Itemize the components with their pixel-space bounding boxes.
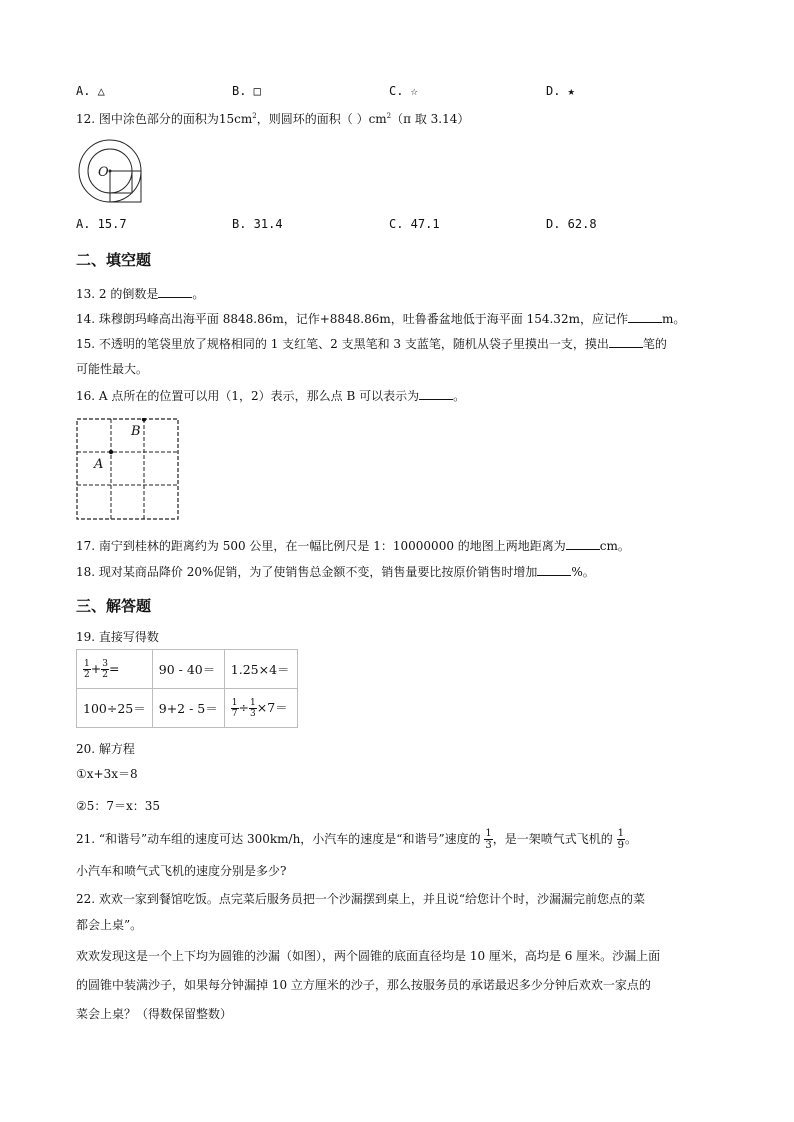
answer-blank	[566, 538, 600, 550]
coordinate-grid	[76, 418, 180, 522]
label-b: B	[131, 424, 141, 439]
calc-cell: 90 - 40＝	[152, 650, 224, 689]
answer-blank	[158, 286, 192, 298]
q20-equation-2: ②5：7＝x：35	[76, 799, 161, 813]
q13: 13. 2 的倒数是 。	[76, 287, 205, 301]
q22-line-4: 的圆锥中装满沙子，如果每分钟漏掉 10 立方厘米的沙子，那么按服务员的承诺最迟多少分钟后欢欢一家点的	[76, 978, 651, 992]
q14: 14. 珠穆朗玛峰高出海平面 8848.86m，记作+8848.86m，吐鲁番盆地低于海平面 154.32m，应记作 m。	[76, 312, 686, 326]
point-a	[109, 450, 113, 454]
q20-title: 20. 解方程	[76, 742, 135, 756]
q22-line-3: 欢欢发现这是一个上下均为圆锥的沙漏（如图），两个圆锥的底面直径均是 10 厘米，高均是 6 厘米。沙漏上面	[76, 949, 661, 963]
q12-option-d: D. 62.8	[546, 217, 597, 231]
q11-option-a: A. △	[76, 84, 105, 98]
q15-line-1: 15. 不透明的笔袋里放了规格相同的 1 支红笔、2 支黑笔和 3 支蓝笔，随机从袋子里摸出一支，摸出 笔的	[76, 337, 667, 351]
q17: 17. 南宁到桂林的距离约为 500 公里，在一幅比例尺是 1：10000000 的地图上两地距离为 cm。	[76, 539, 630, 553]
answer-blank	[609, 336, 643, 348]
mental-math-table	[76, 649, 298, 728]
answer-blank	[628, 311, 662, 323]
answer-blank	[419, 388, 453, 400]
calc-cell: $\frac{1}{7}$ ÷ $\frac{1}{3}$ ×7＝	[224, 689, 297, 728]
center-label-o: O	[98, 165, 109, 180]
q12-option-a: A. 15.7	[76, 217, 127, 231]
point-b	[142, 418, 146, 422]
q16: 16. A 点所在的位置可以用（1，2）表示，那么点 B 可以表示为 。	[76, 389, 466, 403]
calc-cell: 9+2 - 5＝	[152, 689, 224, 728]
label-a: A	[94, 457, 104, 472]
calc-cell: 1.25×4＝	[224, 650, 297, 689]
q11-option-b: B. □	[232, 84, 261, 98]
q15-line-2: 可能性最大。	[76, 362, 149, 376]
q22-line-5: 菜会上桌？（得数保留整数）	[76, 1007, 233, 1021]
q21-line-1: 21. “和谐号”动车组的速度可达 300km/h，小汽车的速度是“和谐号”速度的 $\frac{1}{3}$ ，是一架喷气式飞机的 $\frac{1}{9}$ 。	[76, 828, 638, 851]
calc-cell: $\frac{1}{2}$ + $\frac{3}{2}$ =	[77, 650, 153, 689]
q12-option-c: C. 47.1	[389, 217, 440, 231]
q18: 18. 现对某商品降价 20%促销，为了使销售总金额不变，销售量要比按原价销售时增加 %。	[76, 565, 595, 579]
section-2-title: 二、填空题	[76, 251, 152, 269]
q20-equation-1: ①x+3x＝8	[76, 767, 138, 781]
q22-line-2: 都会上桌”。	[76, 918, 143, 932]
q11-option-d: D. ★	[546, 84, 575, 98]
q12-stem: 12. 图中涂色部分的面积为$15cm^2$，则圆环的面积（ ）$cm^2(\pi$ 取 3.14）	[76, 112, 470, 126]
q22-line-1: 22. 欢欢一家到餐馆吃饭。点完菜后服务员把一个沙漏摆到桌上，并且说“给您计个时，沙漏漏完前您点的菜	[76, 892, 646, 906]
answer-blank	[537, 564, 571, 576]
calc-cell: 100÷25＝	[77, 689, 153, 728]
section-3-title: 三、解答题	[76, 597, 152, 615]
q11-option-c: C. ☆	[389, 84, 418, 98]
q21-line-2: 小汽车和喷气式飞机的速度分别是多少?	[76, 864, 287, 878]
q12-option-b: B. 31.4	[232, 217, 283, 231]
q19-title: 19. 直接写得数	[76, 630, 159, 644]
annulus-figure	[76, 135, 156, 207]
